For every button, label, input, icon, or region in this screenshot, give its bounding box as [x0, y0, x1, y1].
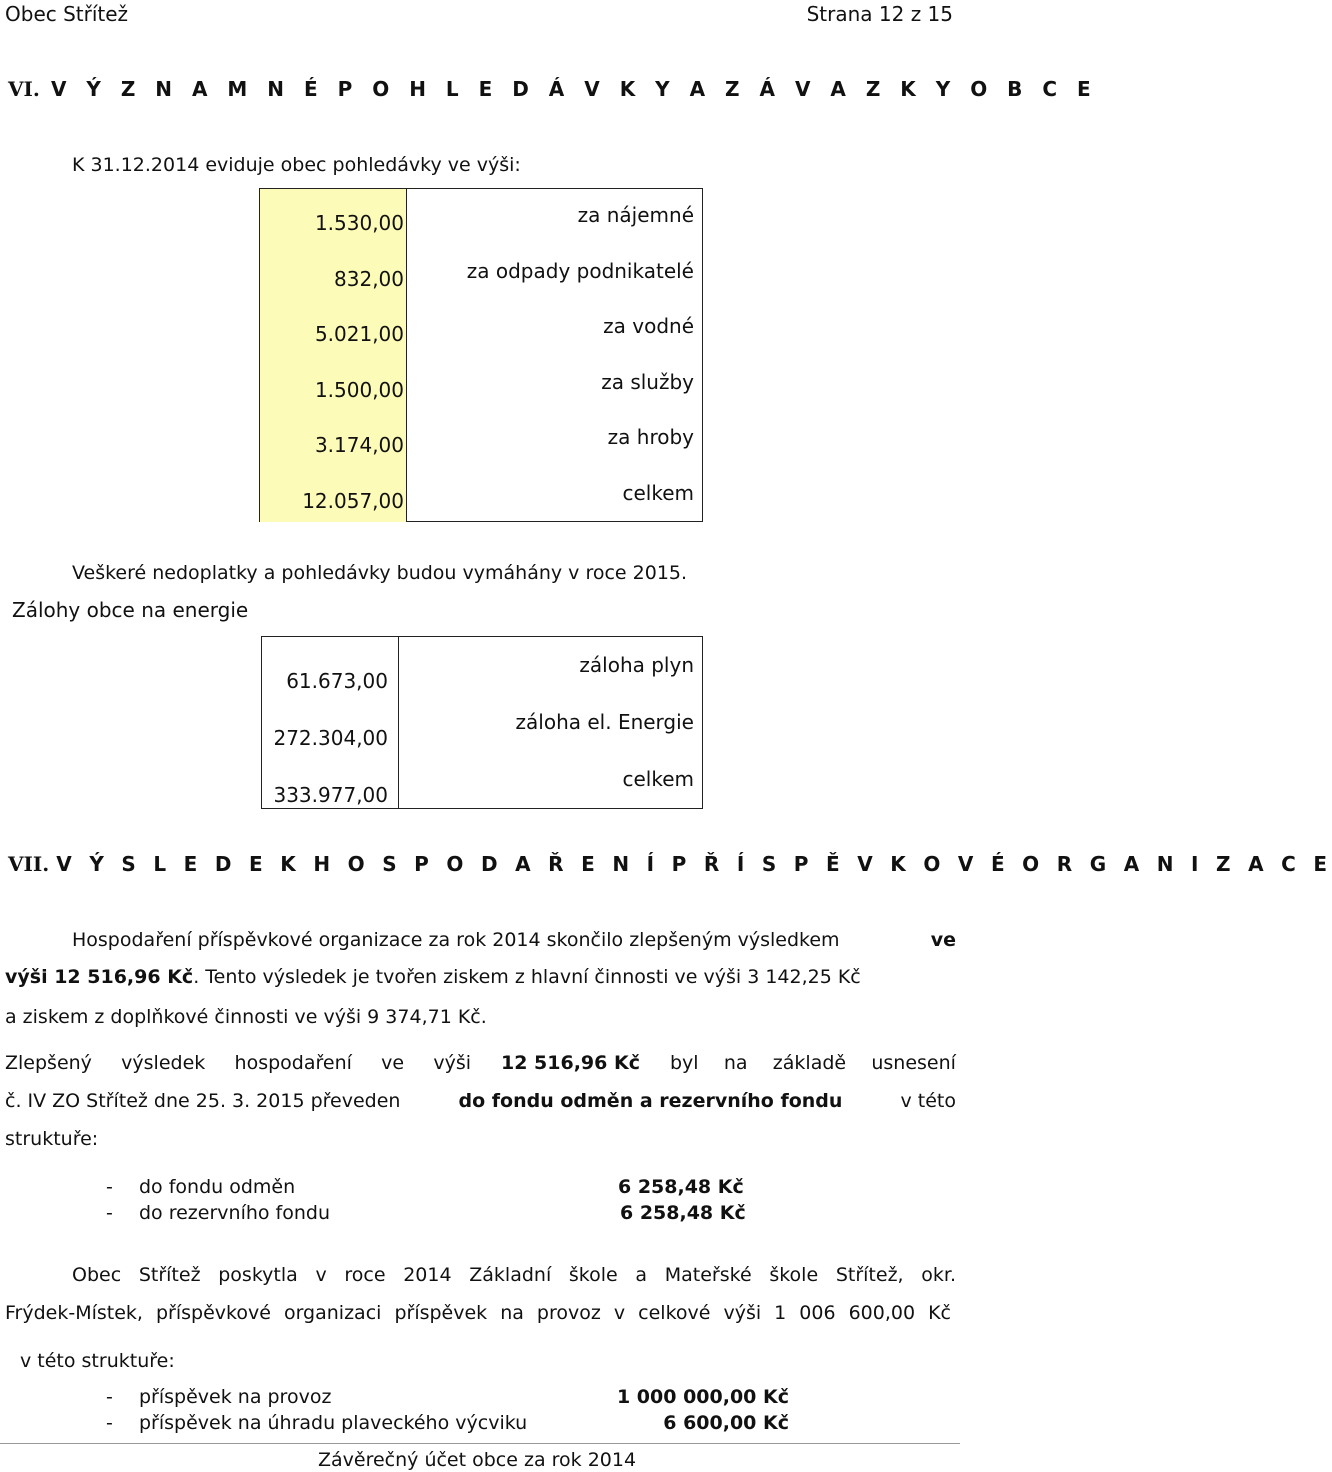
- p2-line1-a-word: výsledek: [121, 1052, 206, 1074]
- receivable-label: za odpady podnikatelé: [466, 258, 694, 283]
- p2-line1-a-word: ve: [381, 1052, 405, 1074]
- energy-amount: 272.304,00: [273, 726, 388, 750]
- contribution-label: příspěvek na provoz: [139, 1386, 332, 1408]
- section6-number: VI.: [8, 77, 40, 101]
- list-dash: -: [106, 1176, 113, 1198]
- p3-line3: v této struktuře:: [20, 1350, 175, 1372]
- receivable-label: celkem: [622, 480, 694, 505]
- footer-divider: [0, 1443, 960, 1444]
- receivable-label: za hroby: [607, 425, 694, 449]
- section6-intro: K 31.12.2014 eviduje obec pohledávky ve výši:: [72, 154, 521, 176]
- p2-line3: struktuře:: [5, 1128, 99, 1150]
- p2-line2-b: v této: [900, 1090, 956, 1112]
- p1-line2-text: . Tento výsledek je tvořen ziskem z hlavní činnosti ve výši 3 142,25 Kč: [193, 966, 861, 988]
- p1-line2-bold: výši 12 516,96 Kč: [5, 966, 194, 988]
- p3-line2: [5, 1302, 951, 1324]
- receivable-amount: 12.057,00: [260, 467, 406, 522]
- p2-line1-a-word: Zlepšený: [5, 1052, 92, 1074]
- contribution-label: příspěvek na úhradu plaveckého výcviku: [139, 1412, 528, 1434]
- receivable-amount: 1.530,00: [260, 189, 406, 245]
- header-left: Obec Střítež: [5, 2, 129, 26]
- p1-line1: [72, 929, 956, 951]
- p3-line1: [72, 1264, 956, 1286]
- fund-amount: 6 258,48 Kč: [620, 1202, 746, 1224]
- energy-heading: Zálohy obce na energie: [12, 598, 249, 622]
- p2-line1-a: [5, 1052, 471, 1074]
- p1-line3: a ziskem z doplňkové činnosti ve výši 9 374,71 Kč.: [5, 1006, 487, 1028]
- receivable-label: za služby: [601, 369, 694, 394]
- receivable-label: za vodné: [603, 314, 694, 338]
- section7-number: VII.: [8, 852, 50, 876]
- p2-line2-bold: do fondu odměn a rezervního fondu: [458, 1090, 843, 1112]
- section6-heading: [8, 77, 1097, 101]
- p2-line2-a: č. IV ZO Střítež dne 25. 3. 2015 převeden: [5, 1090, 401, 1112]
- list-dash: -: [106, 1412, 113, 1434]
- p1-line2: [5, 966, 861, 988]
- section6-title: V Ý Z N A M N É P O H L E D Á V K Y A Z Á V A Z K Y O B C E: [50, 77, 1098, 101]
- section7-title: V Ý S L E D E K H O S P O D A Ř E N Í P Ř Í S P Ě V K O V É O R G A N I Z A C E: [56, 852, 1332, 876]
- footer-text: Závěrečný účet obce za rok 2014: [318, 1449, 637, 1471]
- receivable-label: za nájemné: [577, 203, 694, 227]
- receivables-table: [259, 188, 703, 522]
- p2-line1-b: [670, 1052, 956, 1074]
- list-dash: -: [106, 1202, 113, 1224]
- contribution-amount: 6 600,00 Kč: [663, 1412, 789, 1434]
- p2-line1-b-word: na: [723, 1052, 748, 1074]
- energy-label: záloha el. Energie: [515, 710, 694, 734]
- section7-heading: [8, 852, 1332, 876]
- section6-note: Veškeré nedoplatky a pohledávky budou vymáhány v roce 2015.: [72, 562, 688, 584]
- p2-line2: [5, 1090, 956, 1112]
- list-dash: -: [106, 1386, 113, 1408]
- table-divider: [406, 189, 407, 521]
- p2-line1-a-word: výši: [433, 1052, 471, 1074]
- energy-label: celkem: [622, 767, 694, 791]
- fund-amount: 6 258,48 Kč: [618, 1176, 744, 1198]
- p2-line1-b-word: základě: [772, 1052, 847, 1074]
- receivable-amount: 5.021,00: [260, 300, 406, 356]
- p2-line1-b-word: byl: [669, 1052, 699, 1074]
- energy-amount: 333.977,00: [273, 783, 388, 807]
- fund-label: do fondu odměn: [139, 1176, 296, 1198]
- receivable-amount: 1.500,00: [260, 356, 406, 412]
- p2-line1-a-word: hospodaření: [234, 1052, 352, 1074]
- p1-line1-bold: ve: [930, 929, 956, 951]
- energy-table: [261, 636, 703, 809]
- receivable-amount: 832,00: [260, 245, 406, 301]
- energy-amount: 61.673,00: [286, 669, 388, 693]
- contribution-amount: 1 000 000,00 Kč: [616, 1386, 789, 1408]
- p2-line1-bold: 12 516,96 Kč: [501, 1052, 640, 1074]
- fund-label: do rezervního fondu: [139, 1202, 331, 1224]
- p3-line1-text: Obec Střítež poskytla v roce 2014 Základní škole a Mateřské škole Střítež, okr.: [72, 1264, 956, 1286]
- p3-line2-text: Frýdek-Místek, příspěvkové organizaci příspěvek na provoz v celkové výši 1 006 600,00 Kč: [5, 1302, 951, 1324]
- table-divider: [398, 637, 399, 808]
- p1-line1-text: Hospodaření příspěvkové organizace za rok 2014 skončilo zlepšeným výsledkem: [72, 929, 840, 951]
- p2-line1-b-word: usnesení: [871, 1052, 956, 1074]
- receivable-amount: 3.174,00: [260, 411, 406, 467]
- header-right: Strana 12 z 15: [806, 2, 953, 26]
- p2-line1: [5, 1052, 956, 1074]
- energy-label: záloha plyn: [579, 653, 694, 677]
